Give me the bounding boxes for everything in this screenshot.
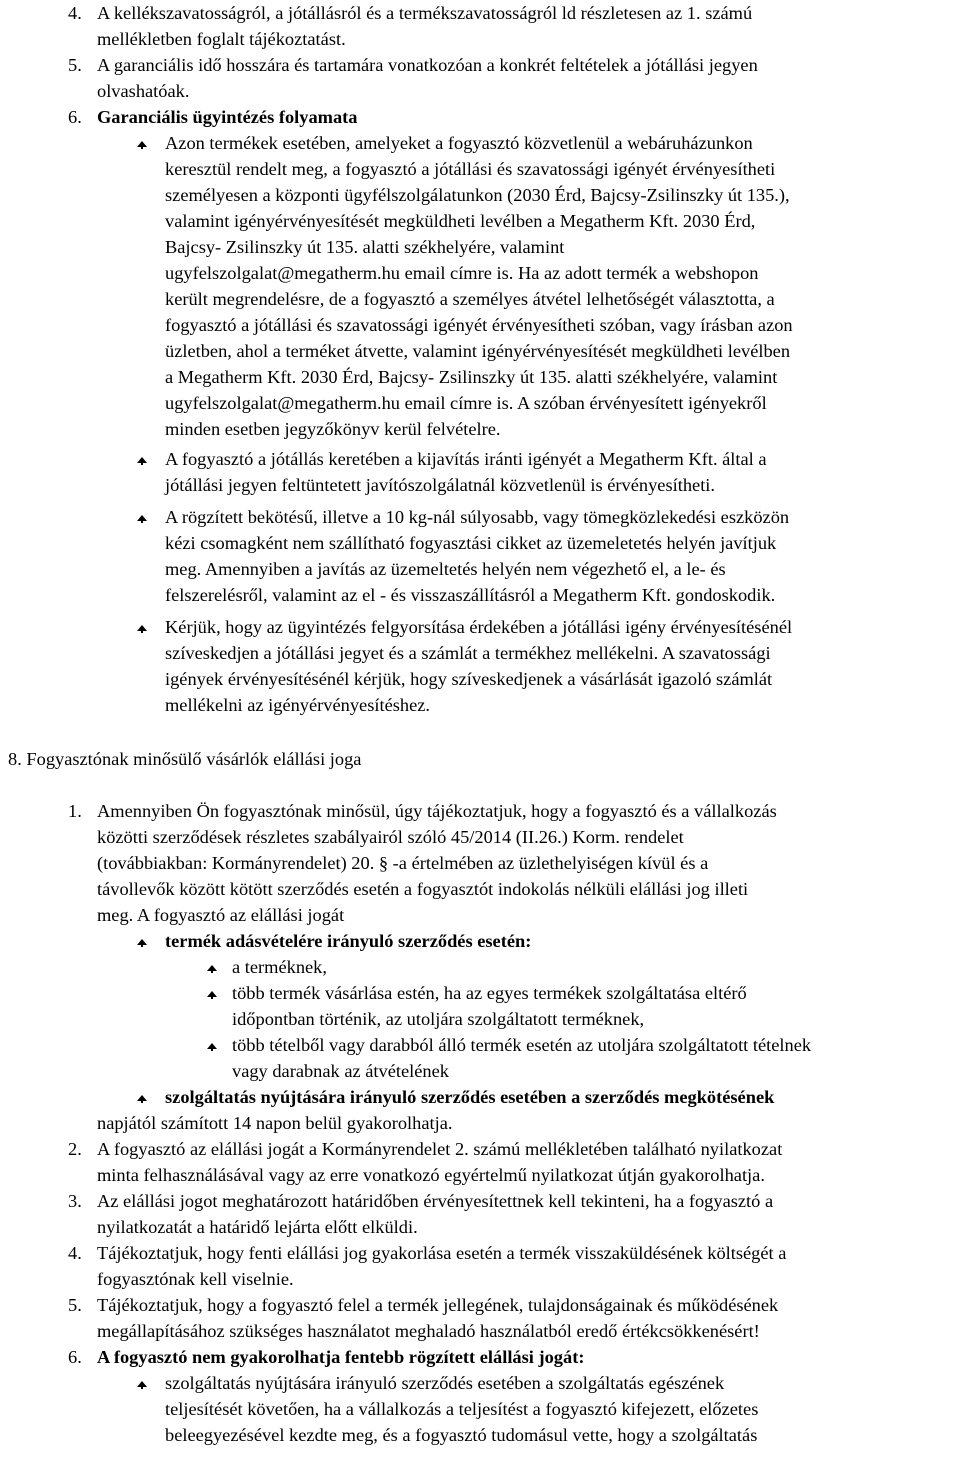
bullet-text-line: valamint igényérvényesítését megküldheti levélben a Megatherm Kft. 2030 Érd, [165,211,756,231]
bullet-text-line: kézi csomagként nem szállítható fogyasztási cikket az üzemeletetés helyén javítjuk [165,533,777,553]
bullet-icon [207,965,217,971]
bullet-icon [207,991,217,997]
list-number: 6. [68,1347,82,1367]
list-number: 3. [68,1191,82,1211]
bullet-text-line: személyesen a központi ügyfélszolgálatunkon (2030 Érd, Bajcsy-Zsilinszky út 135.), [165,185,790,205]
item-4-line: Tájékoztatjuk, hogy fenti elállási jog gyakorlása esetén a termék visszaküldésének költségét a [97,1243,787,1263]
bullet-text-line: szíveskedjen a jótállási jegyet és a számlát a termékhez mellékelni. A szavatossági [165,643,771,663]
bullet-text-line: teljesítését követően, ha a vállalkozás a teljesítést a fogyasztó kifejezett, előzetes [165,1399,759,1419]
bullet-text-line: beleegyezésével kezdte meg, és a fogyasztó tudomásul vette, hogy a szolgáltatás [165,1425,758,1445]
item-1-line: (továbbiakban: Kormányrendelet) 20. § -a értelmében az üzlethelyiségen kívül és a [97,853,709,873]
bullet-text-line: keresztül rendelt meg, a fogyasztó a jótállási és szavatossági igényét érvényesítheti [165,159,776,179]
list-number: 4. [68,1243,82,1263]
item-1-line: távollevők között kötött szerződés esetén a fogyasztót indokolás nélküli elállási jog illeti [97,879,749,899]
bullet-icon [137,515,147,521]
sub-item-line: több termék vásárlása estén, ha az egyes termékek szolgáltatása eltérő [232,983,747,1003]
item-3-line: nyilatkozatát a határidő lejárta előtt elküldi. [97,1217,418,1237]
bullet-text-line: meg. Amennyiben a javítás az üzemeltetés helyén nem végezhető el, a le- és [165,559,726,579]
bullet-text-line: ugyfelszolgalat@megatherm.hu email címre is. Ha az adott termék a webshopon [165,263,759,283]
bullet-icon [137,1095,147,1101]
list-number: 1. [68,801,82,821]
item-4-line-2: mellékletben foglalt tájékoztatást. [97,29,346,49]
bullet-text-line: Bajcsy- Zsilinszky út 135. alatti székhelyére, valamint [165,237,565,257]
bullet-text-line: szolgáltatás nyújtására irányuló szerződés esetében a szolgáltatás egészének [165,1373,725,1393]
item-2-line: minta felhasználásával vagy az erre vonatkozó egyértelmű nyilatkozat útján gyakorolhatja. [97,1165,765,1185]
bullet-icon [137,457,147,463]
item-5-line-1: A garanciális idő hosszára és tartamára vonatkozóan a konkrét feltételek a jótállási jegyen [97,55,758,75]
item-1-line: Amennyiben Ön fogyasztónak minősül, úgy tájékoztatjuk, hogy a fogyasztó és a vállalkozás [97,801,777,821]
bullet-text-line: igények érvényesítésénél kérjük, hogy szíveskedjenek a vásárlását igazoló számlát [165,669,773,689]
bullet-text-line: mellékelni az igényérvényesítéshez. [165,695,431,715]
section-heading: Garanciális ügyintézés folyamata [97,107,358,127]
item-6-heading: A fogyasztó nem gyakorolhatja fentebb rögzített elállási jogát: [97,1347,585,1367]
item-5-line-2: olvashatóak. [97,81,190,101]
item-5-line: megállapításához szükséges használatot meghaladó használatból eredő értékcsökkenésért! [97,1321,760,1341]
bullet-text-line: Azon termékek esetében, amelyeket a fogyasztó közvetlenül a webáruházunkon [165,133,753,153]
section-8-heading: 8. Fogyasztónak minősülő vásárlók elállási joga [8,749,362,769]
sub-item-line: a terméknek, [232,957,327,977]
bullet-icon [137,625,147,631]
list-number: 5. [68,1295,82,1315]
bullet-icon [137,141,147,147]
item-1-line: meg. A fogyasztó az elállási jogát [97,905,345,925]
bullet-text-line: felszerelésről, valamint az el - és visszaszállításról a Megatherm Kft. gondoskodik. [165,585,776,605]
item-2-line: A fogyasztó az elállási jogát a Kormányrendelet 2. számú mellékletében található nyilatkozat [97,1139,783,1159]
list-number: 5. [68,55,82,75]
bullet-text-line: került megrendelésre, de a fogyasztó a személyes átvétel lelhetőségét választotta, a [165,289,775,309]
bullet-text-line: minden esetben jegyzőkönyv kerül felvételre. [165,419,501,439]
item-4-line: fogyasztónak kell viselnie. [97,1269,294,1289]
sub-item-line: időpontban történik, az utoljára szolgáltatott terméknek, [232,1009,645,1029]
sub-heading-product: termék adásvételére irányuló szerződés esetén: [165,931,532,951]
list-number: 4. [68,3,82,23]
bullet-icon [137,939,147,945]
item-1-line: közötti szerződések részletes szabályairól szóló 45/2014 (II.26.) Korm. rendelet [97,827,684,847]
bullet-text-line: ugyfelszolgalat@megatherm.hu email címre is. A szóban érvényesített igényekről [165,393,767,413]
bullet-icon [207,1043,217,1049]
item-4-line-1: A kellékszavatosságról, a jótállásról és a termékszavatosságról ld részletesen az 1. számú [97,3,753,23]
bullet-text-line: üzletben, ahol a terméket átvette, valamint igényérvényesítését megküldheti levélben [165,341,791,361]
bullet-text-line: fogyasztó a jótállási és szavatossági igényét érvényesítheti szóban, vagy írásban azon [165,315,793,335]
bullet-text-line: A rögzített bekötésű, illetve a 10 kg-nál súlyosabb, vagy tömegközlekedési eszközön [165,507,790,527]
bullet-text-line: Kérjük, hogy az ügyintézés felgyorsítása érdekében a jótállási igény érvényesítésénél [165,617,793,637]
sub-heading-service: szolgáltatás nyújtására irányuló szerződés esetében a szerződés megkötésének [165,1087,775,1107]
bullet-text-line: a Megatherm Kft. 2030 Érd, Bajcsy- Zsilinszky út 135. alatti székhelyére, valamint [165,367,778,387]
sub-item-line: több tételből vagy darabból álló termék esetén az utoljára szolgáltatott tételnek [232,1035,812,1055]
sub-item-line: vagy darabnak az átvételének [232,1061,449,1081]
item-5-line: Tájékoztatjuk, hogy a fogyasztó felel a termék jellegének, tulajdonságainak és működésének [97,1295,779,1315]
item-3-line: Az elállási jogot meghatározott határidőben érvényesítettnek kell tekinteni, ha a fogyasztó a [97,1191,774,1211]
list-number: 2. [68,1139,82,1159]
list-number: 6. [68,107,82,127]
bullet-icon [137,1381,147,1387]
bullet-text-line: A fogyasztó a jótállás keretében a kijavítás iránti igényét a Megatherm Kft. által a [165,449,767,469]
bullet-text-line: jótállási jegyen feltüntetett javítószolgálatnál közvetlenül is érvényesítheti. [165,475,716,495]
item-1-tail: napjától számított 14 napon belül gyakorolhatja. [97,1113,453,1133]
